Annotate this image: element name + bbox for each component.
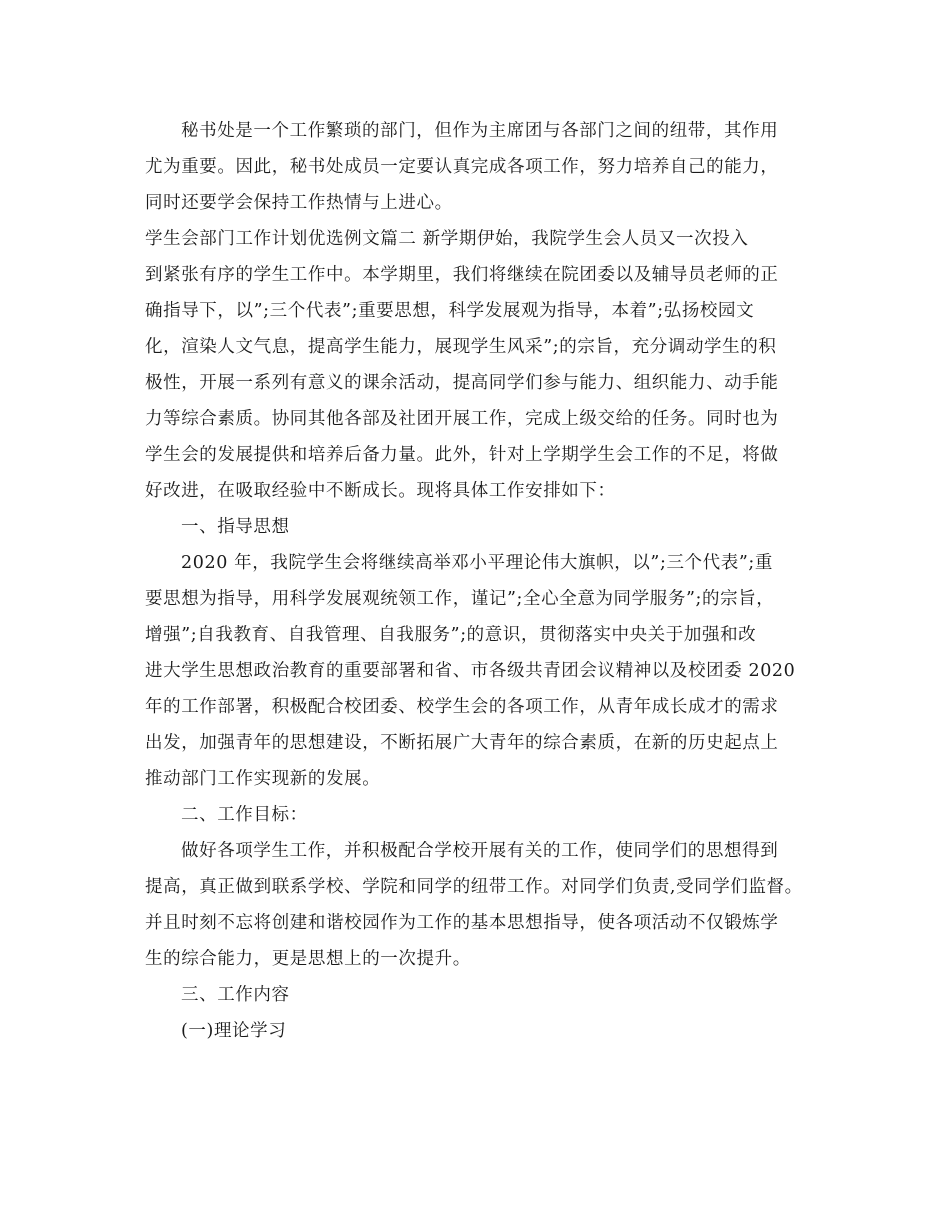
paragraph-line: 秘书处是一个工作繁琐的部门，但作为主席团与各部门之间的纽带，其作用 [181, 121, 779, 141]
paragraph-line: 同时还要学会保持工作热情与上进心。 [145, 193, 453, 213]
paragraph-line: 年的工作部署，积极配合校团委、校学生会的各项工作，从青年成长成才的需求 [145, 697, 779, 717]
heading-work-goals: 二、工作目标： [181, 805, 308, 825]
paragraph-line: 要思想为指导，用科学发展观统领工作，谨记”;全心全意为同学服务”;的宗旨， [145, 589, 775, 609]
paragraph-line: 并且时刻不忘将创建和谐校园作为工作的基本思想指导，使各项活动不仅锻炼学 [145, 913, 779, 933]
paragraph-line: 增强”;自我教育、自我管理、自我服务”;的意识，贯彻落实中央关于加强和改 [145, 625, 757, 645]
heading-guiding-thought: 一、指导思想 [181, 517, 290, 537]
paragraph-line: 极性，开展一系列有意义的课余活动，提高同学们参与能力、组织能力、动手能 [145, 373, 779, 393]
paragraph-line: 学生会的发展提供和培养后备力量。此外，针对上学期学生会工作的不足，将做 [145, 445, 779, 465]
heading-work-content: 三、工作内容 [181, 985, 290, 1005]
paragraph-line: 尤为重要。因此，秘书处成员一定要认真完成各项工作，努力培养自己的能力， [145, 157, 779, 177]
paragraph-line: 到紧张有序的学生工作中。本学期里，我们将继续在院团委以及辅导员老师的正 [145, 265, 779, 285]
paragraph-line: 化，渲染人文气息，提高学生能力，展现学生风采”;的宗旨，充分调动学生的积 [145, 337, 777, 357]
paragraph-line: 进大学生思想政治教育的重要部署和省、市各级共青团会议精神以及校团委 2020 [145, 661, 796, 681]
paragraph-line: 确指导下，以”;三个代表”;重要思想，科学发展观为指导，本着”;弘扬校园文 [145, 301, 755, 321]
section-title-line: 学生会部门工作计划优选例文篇二 新学期伊始，我院学生会人员又一次投入 [145, 229, 749, 249]
paragraph-line: 做好各项学生工作，并积极配合学校开展有关的工作，使同学们的思想得到 [181, 841, 779, 861]
subheading-theory-study: (一)理论学习 [181, 1021, 287, 1041]
paragraph-line: 2020 年，我院学生会将继续高举邓小平理论伟大旗帜，以”;三个代表”;重 [181, 553, 773, 573]
paragraph-line: 力等综合素质。协同其他各部及社团开展工作，完成上级交给的任务。同时也为 [145, 409, 779, 429]
paragraph-line: 生的综合能力，更是思想上的一次提升。 [145, 949, 471, 969]
paragraph-line: 好改进，在吸取经验中不断成长。现将具体工作安排如下： [145, 481, 616, 501]
paragraph-line: 提高，真正做到联系学校、学院和同学的纽带工作。对同学们负责,受同学们监督。 [145, 877, 803, 897]
paragraph-line: 出发，加强青年的思想建设，不断拓展广大青年的综合素质，在新的历史起点上 [145, 733, 779, 753]
paragraph-line: 推动部门工作实现新的发展。 [145, 769, 381, 789]
